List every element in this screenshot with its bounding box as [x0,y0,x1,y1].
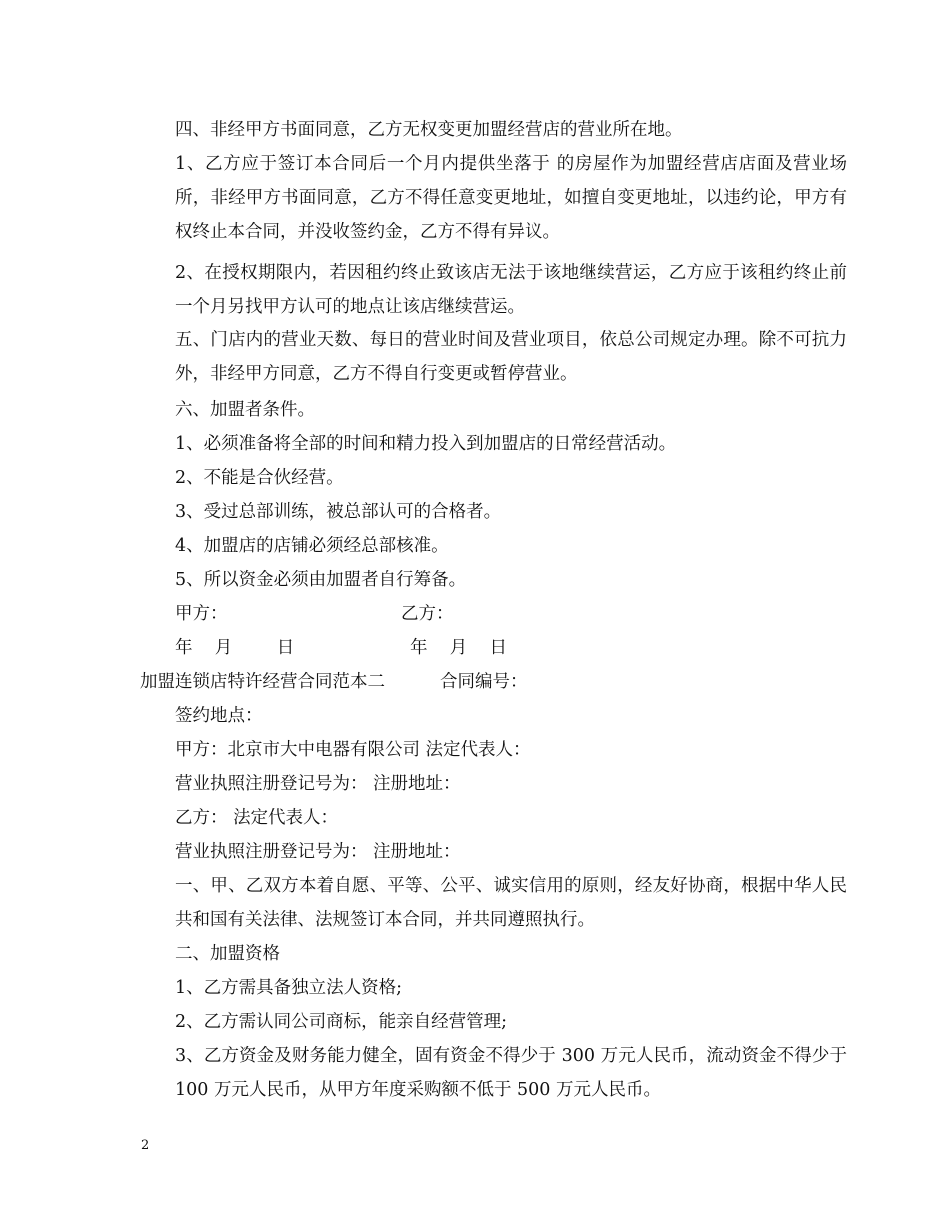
party-a-info: 甲方：北京市大中电器有限公司 法定代表人： [175,740,531,760]
clause-1: 一、甲、乙双方本着自愿、平等、公平、诚实信用的原则，经友好协商，根据中华人民共和国有关法律、法规签订本合同，并共同遵照执行。 [175,876,847,930]
clause-4-item-1: 1、乙方应于签订本合同后一个月内提供坐落于 的房屋作为加盟经营店店面及营业场所，非经甲方书面同意，乙方不得任意变更地址，如擅自变更地址，以违约论，甲方有权终止本合同，并没收签约金，乙方不得有异议。 [175,154,847,242]
clause-6-item-2: 2、不能是合伙经营。 [175,468,344,488]
contract-number-label: 合同编号： [440,672,528,692]
clause-6-item-4: 4、加盟店的店铺必须经总部核准。 [175,536,449,556]
clause-4-item-2: 2、在授权期限内，若因租约终止致该店无法于该地继续营运，乙方应于该租约终止前一个月另找甲方认可的地点让该店继续营运。 [175,263,847,317]
clause-2-title: 二、加盟资格 [175,944,280,964]
party-b-license: 营业执照注册登记号为： 注册地址： [175,842,461,862]
party-b-date: 年 月 日 [410,638,508,658]
clause-5: 五、门店内的营业天数、每日的营业时间及营业项目，依总公司规定办理。除不可抗力外，非经甲方同意，乙方不得自行变更或暂停营业。 [175,330,847,384]
party-a-signature-label: 甲方： [175,604,228,624]
party-b-signature-label: 乙方： [401,604,454,624]
clause-2-item-1: 1、乙方需具备独立法人资格; [175,978,403,998]
clause-6-item-3: 3、受过总部训练，被总部认可的合格者。 [175,502,502,522]
clause-2-item-2: 2、乙方需认同公司商标，能亲自经营管理; [175,1012,508,1032]
clause-6: 六、加盟者条件。 [175,400,315,420]
clause-6-item-5: 5、所以资金必须由加盟者自行筹备。 [175,570,467,590]
second-contract-title: 加盟连锁店特许经营合同范本二 [140,672,385,692]
party-a-date: 年 月 日 [175,638,295,658]
clause-2-item-3: 3、乙方资金及财务能力健全，固有资金不得少于 300 万元人民币，流动资金不得少于 100 万元人民币，从甲方年度采购额不低于 500 万元人民币。 [175,1046,847,1100]
page-number: 2 [141,1138,150,1153]
clause-6-item-1: 1、必须准备将全部的时间和精力投入到加盟店的日常经营活动。 [175,434,677,454]
signing-place: 签约地点： [175,706,263,726]
clause-4: 四、非经甲方书面同意，乙方无权变更加盟经营店的营业所在地。 [175,120,683,140]
party-a-license: 营业执照注册登记号为： 注册地址： [175,774,461,794]
party-b-info: 乙方： 法定代表人： [175,808,339,828]
